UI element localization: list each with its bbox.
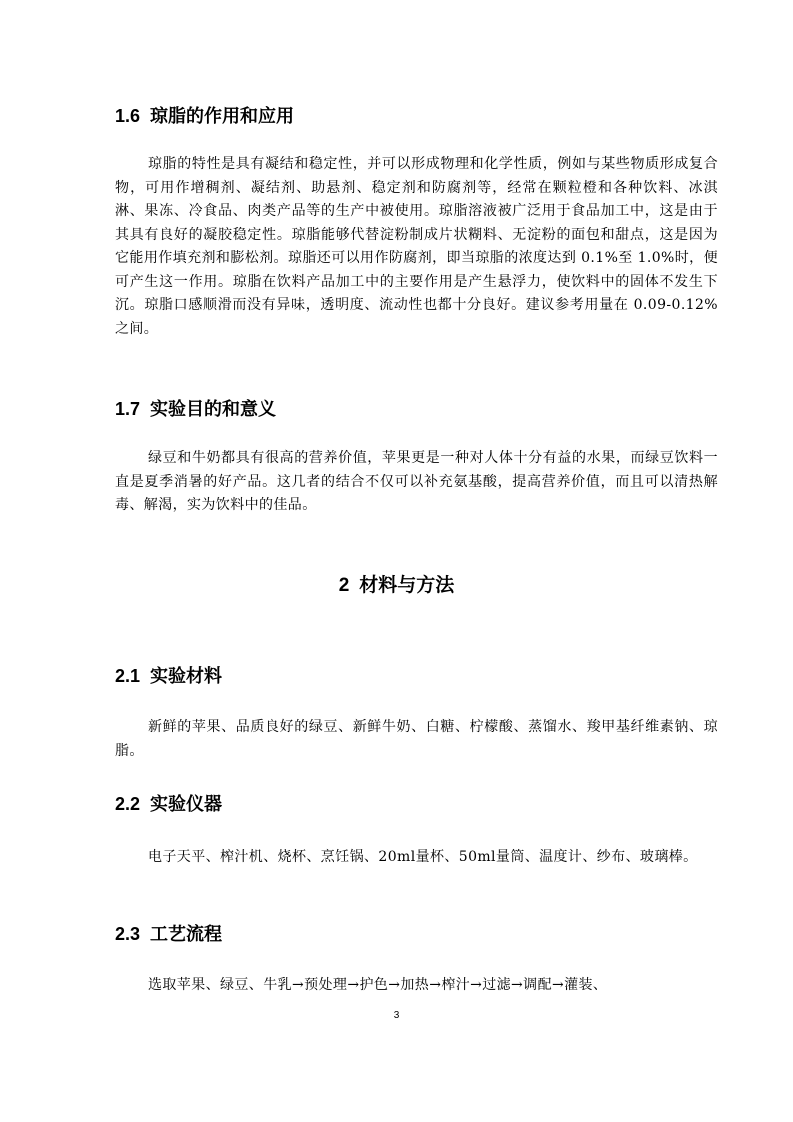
section-number: 1.7 bbox=[115, 399, 141, 419]
chapter-title: 材料与方法 bbox=[359, 575, 455, 596]
section-number: 1.6 bbox=[115, 106, 141, 126]
section-title: 实验仪器 bbox=[150, 794, 223, 814]
section-title: 实验材料 bbox=[150, 666, 223, 686]
section-1-7-paragraph: 绿豆和牛奶都具有很高的营养价值，苹果更是一种对人体十分有益的水果，而绿豆饮料一直是夏季消暑的好产品。这几者的结合不仅可以补充氨基酸，提高营养价值，而且可以清热解毒、解渴，实为饮料中的佳品。 bbox=[115, 450, 718, 513]
section-heading-2-2 bbox=[115, 792, 715, 816]
chapter-heading-2 bbox=[0, 573, 793, 599]
chapter-number: 2 bbox=[338, 575, 350, 596]
section-2-3-paragraph: 选取苹果、绿豆、牛乳→预处理→护色→加热→榨汁→过滤→调配→灌装、 bbox=[148, 977, 608, 993]
section-heading-1-6 bbox=[115, 104, 715, 128]
section-2-2-paragraph: 电子天平、榨汁机、烧杯、烹饪锅、20ml量杯、50ml量筒、温度计、纱布、玻璃棒。 bbox=[148, 849, 698, 865]
section-title: 实验目的和意义 bbox=[150, 399, 277, 419]
section-1-6-paragraph: 琼脂的特性是具有凝结和稳定性，并可以形成物理和化学性质，例如与某些物质形成复合物，可用作增稠剂、凝结剂、助悬剂、稳定剂和防腐剂等，经常在颗粒橙和各种饮料、冰淇淋、果冻、冷食品、肉类产品等的生产中被使用。琼脂溶液被广泛用于食品加工中，这是由于其具有良好的凝胶稳定性。琼脂能够代替淀粉制成片状糊料、无淀粉的面包和甜点，这是因为它能用作填充剂和膨松剂。琼脂还可以用作防腐剂，即当琼脂的浓度达到 0.1%至 1.0%时，便可产生这一作用。琼脂在饮料产品加工中的主要作用是产生悬浮力，使饮料中的固体不发生下沉。琼脂口感顺滑而没有异味，透明度、流动性也都十分良好。建议参考用量在 0.09-0.12%之间。 bbox=[115, 156, 718, 337]
section-title: 琼脂的作用和应用 bbox=[150, 106, 295, 126]
section-heading-1-7 bbox=[115, 397, 715, 421]
section-2-1-paragraph: 新鲜的苹果、品质良好的绿豆、新鲜牛奶、白糖、柠檬酸、蒸馏水、羧甲基纤维素钠、琼脂。 bbox=[115, 719, 718, 759]
section-heading-2-3 bbox=[115, 922, 715, 946]
section-number: 2.1 bbox=[115, 666, 141, 686]
section-number: 2.2 bbox=[115, 794, 141, 814]
section-title: 工艺流程 bbox=[150, 924, 223, 944]
page-number: 3 bbox=[393, 1010, 400, 1021]
section-number: 2.3 bbox=[115, 924, 141, 944]
section-heading-2-1 bbox=[115, 664, 715, 688]
